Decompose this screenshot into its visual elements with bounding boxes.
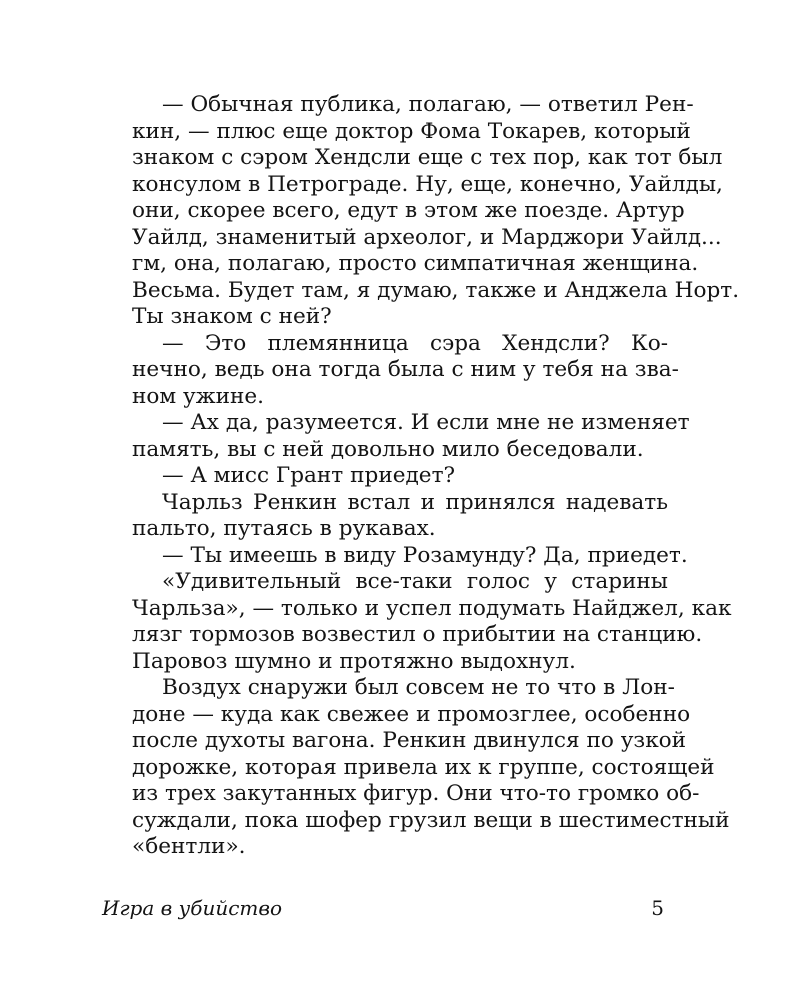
- text-line: после духоты вагона. Ренкин двинулся по узкой: [132, 728, 687, 753]
- text-line: Паровоз шумно и протяжно выдохнул.: [132, 648, 576, 674]
- text-line: — Ты имеешь в виду Розамунду? Да, приедет.: [162, 542, 688, 568]
- text-line: Воздух снаружи был совсем не то что в Лон-: [162, 675, 675, 700]
- text-line: они, скорее всего, едут в этом же поезде. Артур: [132, 198, 685, 223]
- paragraph-8: [102, 675, 730, 861]
- text-line: Чарльз Ренкин встал и принялся надевать: [162, 489, 668, 515]
- paragraph-3: [102, 410, 690, 463]
- text-line: — Ах да, разумеется. И если мне не изменяет: [162, 410, 690, 435]
- text-line: кин, — плюс еще доктор Фома Токарев, который: [132, 118, 691, 144]
- text-line: пальто, путаясь в рукавах.: [132, 516, 436, 541]
- text-line: Чарльза», — только и успел подумать Найджел, как: [132, 595, 732, 621]
- text-line: ном ужине.: [132, 383, 265, 409]
- text-line: доне — куда как свежее и промозглее, особенно: [132, 701, 691, 727]
- paragraph-7: [102, 569, 732, 675]
- text-line: «бентли».: [132, 834, 246, 859]
- text-line: Весьма. Будет там, я думаю, также и Анджела Норт.: [132, 277, 740, 303]
- running-title: Игра в убийство: [102, 896, 283, 920]
- page-body-text: [102, 92, 740, 861]
- text-line: дорожке, которая привела их к группе, состоящей: [132, 754, 715, 780]
- text-line: нечно, ведь она тогда была с ним у тебя на зва-: [132, 357, 679, 382]
- paragraph-2: [102, 330, 679, 411]
- text-line: — А мисс Грант приедет?: [162, 463, 456, 488]
- text-line: суждали, пока шофер грузил вещи в шестиместный: [132, 807, 730, 833]
- text-line: знаком с сэром Хендсли еще с тех пор, как тот был: [132, 145, 723, 170]
- paragraph-5: [102, 490, 668, 543]
- text-line: консулом в Петрограде. Ну, еще, конечно, Уайлды,: [132, 171, 723, 197]
- text-line: из трех закутанных фигур. Они что-то громко об-: [132, 781, 700, 806]
- text-line: — Это племянница сэра Хендсли? Ко-: [162, 330, 668, 356]
- text-line: гм, она, полагаю, просто симпатичная женщина.: [132, 251, 699, 276]
- text-line: память, вы с ней довольно мило беседовали.: [132, 436, 644, 462]
- page-footer: [102, 896, 668, 926]
- paragraph-1: [102, 92, 740, 331]
- text-line: — Обычная публика, полагаю, — ответил Рен-: [162, 92, 694, 117]
- text-line: Ты знаком с ней?: [132, 304, 332, 329]
- page-number: 5: [651, 896, 664, 920]
- text-line: лязг тормозов возвестил о прибытии на станцию.: [132, 622, 703, 647]
- paragraph-6: [102, 542, 688, 570]
- text-line: Уайлд, знаменитый археолог, и Марджори Уайлд...: [132, 224, 722, 250]
- text-line: «Удивительный все-таки голос у старины: [162, 569, 668, 594]
- paragraph-4: [102, 463, 668, 490]
